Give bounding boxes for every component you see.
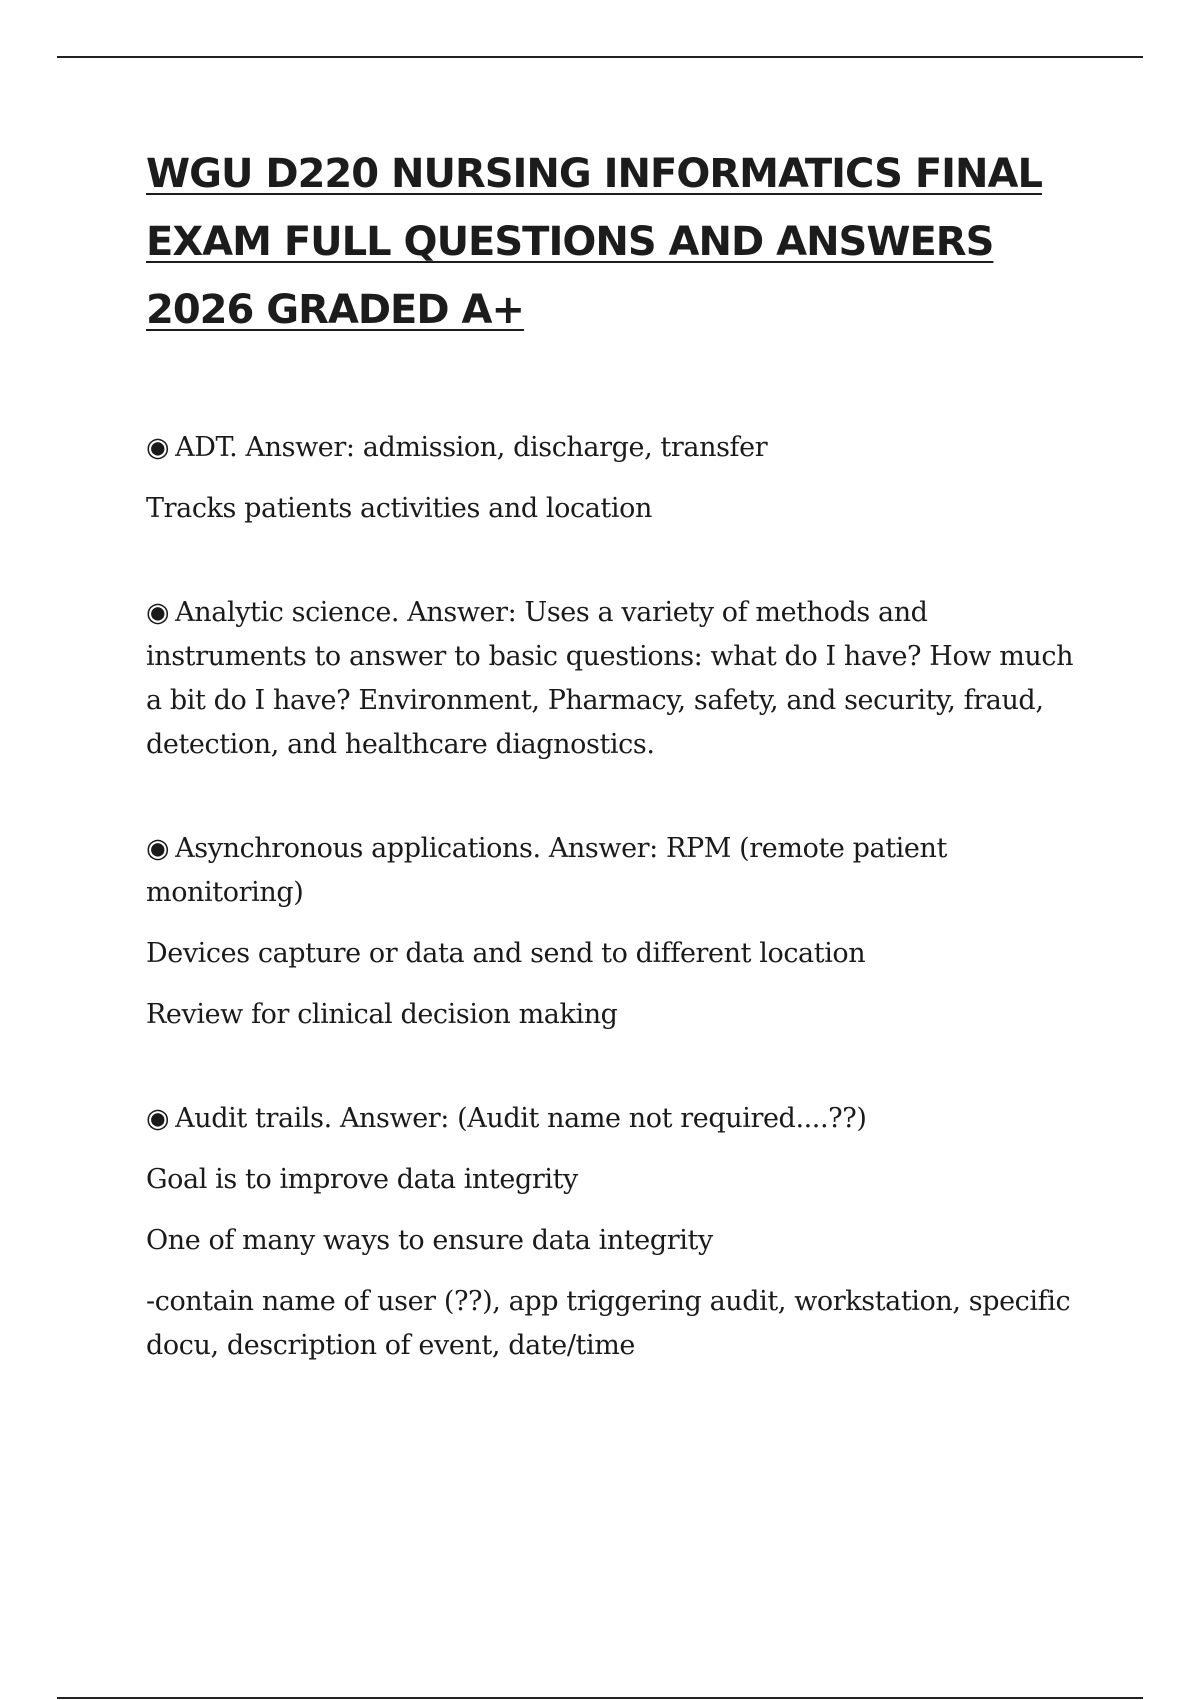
radio-bullet-icon: ◉ xyxy=(146,597,170,628)
question-text: ◉ Audit trails. Answer: (Audit name not required....??) xyxy=(146,1097,1086,1141)
answer-note: Tracks patients activities and location xyxy=(146,493,652,524)
document-title: WGU D220 NURSING INFORMATICS FINAL EXAM FULL QUESTIONS AND ANSWERS 2026 GRADED A+ xyxy=(146,151,1042,333)
qa-item-analytic-science xyxy=(146,591,1086,767)
answer-note: One of many ways to ensure data integrity xyxy=(146,1225,713,1256)
answer-note: Devices capture or data and send to different location xyxy=(146,938,866,969)
answer-note: Goal is to improve data integrity xyxy=(146,1164,578,1195)
radio-bullet-icon: ◉ xyxy=(146,432,170,463)
answer-note: -contain name of user (??), app triggering audit, workstation, specific docu, description of event, date/time xyxy=(146,1286,1071,1361)
radio-bullet-icon: ◉ xyxy=(146,1103,170,1134)
qa-item-audit-trails xyxy=(146,1097,1086,1368)
question-text: ◉ Asynchronous applications. Answer: RPM (remote patient monitoring) xyxy=(146,827,1086,915)
question-text: ◉ Analytic science. Answer: Uses a variety of methods and instruments to answer to basic questions: what do I have? How much a bit do I have? Environment, Pharmacy, safety, and security, fraud, detection, and healthcare diagnostics. xyxy=(146,591,1086,767)
top-divider xyxy=(57,56,1143,58)
radio-bullet-icon: ◉ xyxy=(146,833,170,864)
answer-note: Review for clinical decision making xyxy=(146,999,618,1030)
bottom-divider xyxy=(57,1697,1143,1699)
qa-list xyxy=(146,426,1086,1368)
question-text: ◉ ADT. Answer: admission, discharge, transfer xyxy=(146,426,1086,470)
document-body xyxy=(146,140,1086,1428)
qa-item-adt xyxy=(146,426,1086,531)
qa-item-asynchronous-applications xyxy=(146,827,1086,1037)
